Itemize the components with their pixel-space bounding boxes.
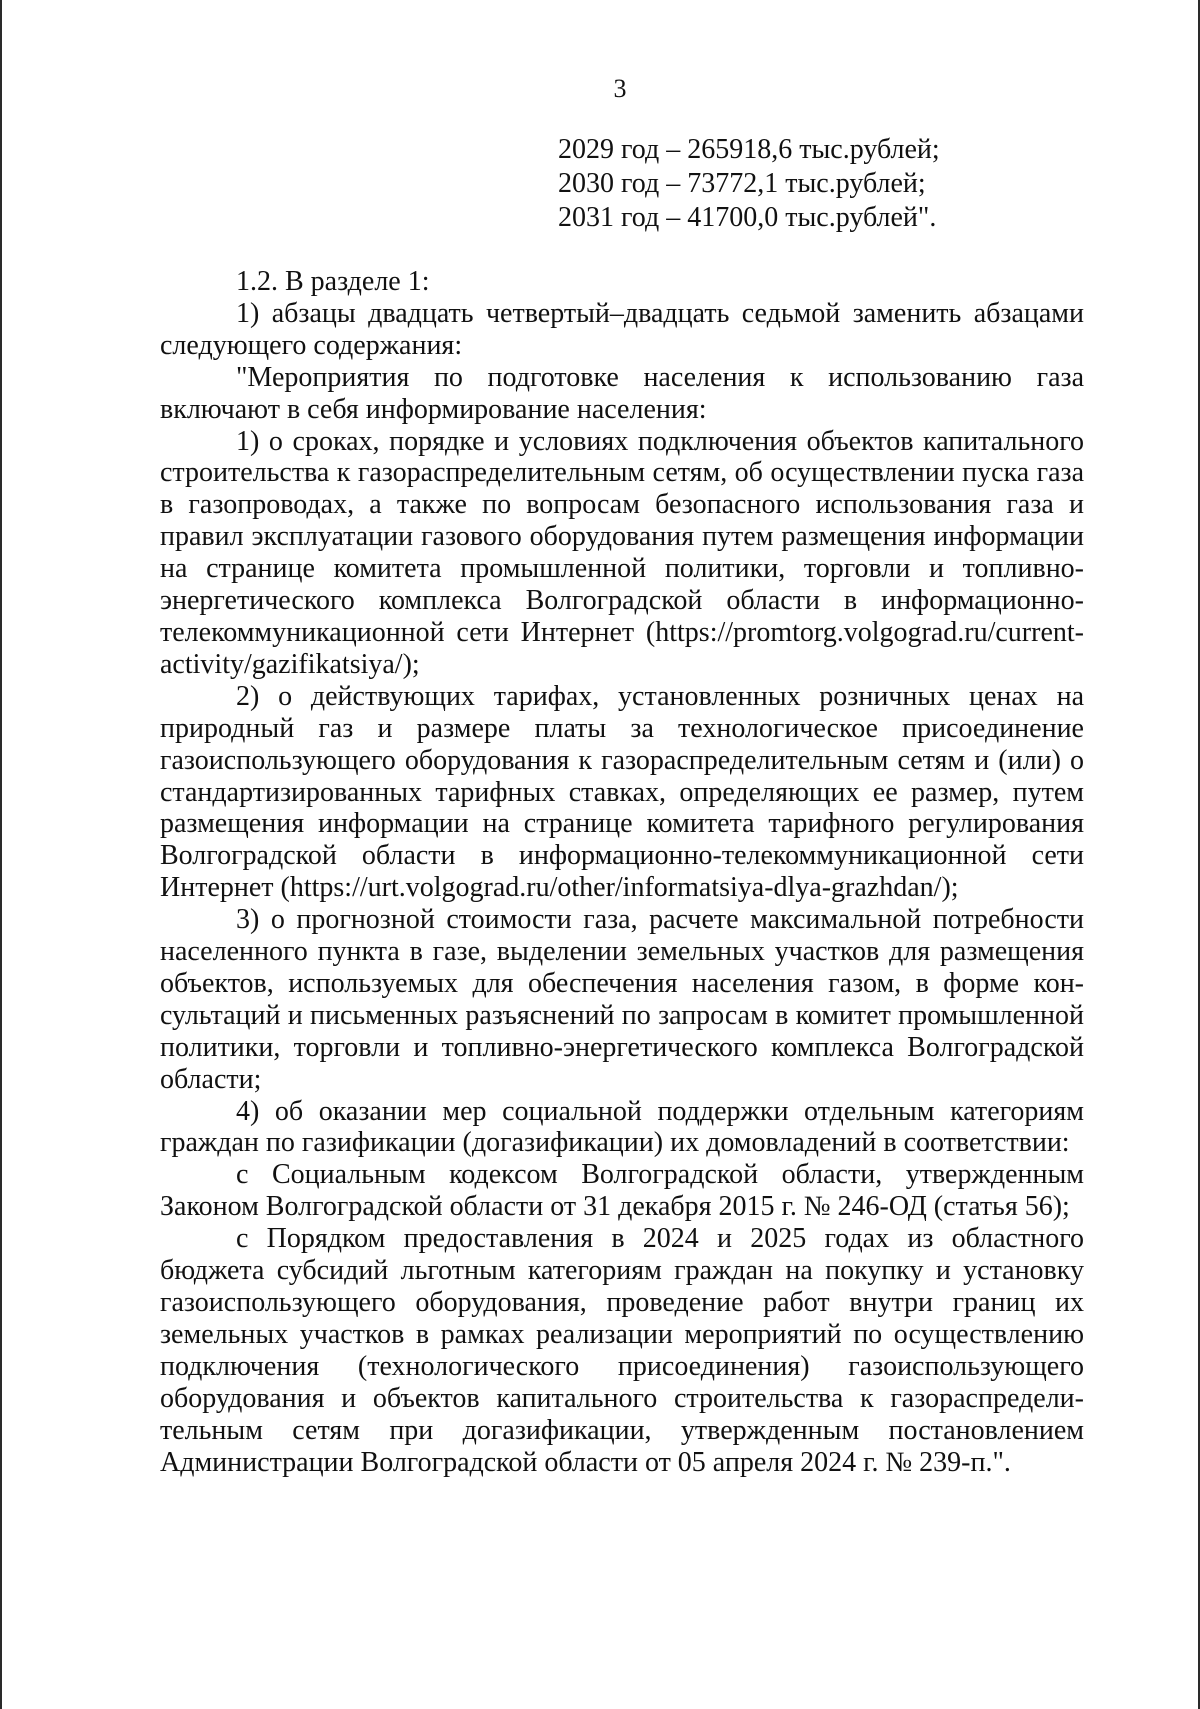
scan-left-edge: [0, 0, 2, 1709]
section-heading: 1.2. В разделе 1:: [236, 266, 430, 297]
budget-list: [558, 133, 940, 235]
budget-line-2031: 2031 год – 41700,0 тыс.рублей".: [558, 202, 937, 233]
document-body: [160, 266, 1084, 1478]
paragraph-social-code: с Социальным кодексом Волгоградской области, утвержденным Законом Волгоградской области от 31 декабря 2015 г. № 246-ОД (статья 56);: [160, 1159, 1084, 1223]
paragraph-item-4: 4) об оказании мер социальной поддержки отдельным категориям граждан по газификации (догазификации) их домовладений в соответствии:: [160, 1095, 1084, 1159]
paragraph-item-2: 2) о действующих тарифах, установленных розничных ценах на природный газ и размере платы за технологическое присоединение газоиспользующего оборудования к газораспределительным сетям и (или) о стандартизированных тарифных ставках, определяющих ее размер, путем размещения информации на странице комитета тарифного регулирования Волгоградской области в информационно-телекоммуникационной сети Интернет (https://urt.volgograd.ru/other/informatsiya-dlya-grazhdan/);: [160, 680, 1084, 904]
budget-line-2030: 2030 год – 73772,1 тыс.рублей;: [558, 168, 926, 199]
paragraph-item-3: 3) о прогнозной стоимости газа, расчете максимальной потребности населенного пункта в газе, выделении земельных участков для размещения объектов, используемых для обеспечения населения газом, в форме консультаций и письменных разъяснений по запросам в комитет промышленной политики, торговли и топливно-энергетического комплекса Волгоградской области;: [160, 904, 1084, 1095]
budget-line-2029: 2029 год – 265918,6 тыс.рублей;: [558, 134, 940, 165]
paragraph-intro: "Мероприятия по подготовке населения к использованию газа включают в себя информирование населения:: [160, 361, 1084, 425]
paragraph-subsidy-order: с Порядком предоставления в 2024 и 2025 годах из областного бюджета субсидий льготным категориям граждан на покупку и установку газоиспользующего оборудования, проведение работ внутри границ их земельных участков в рамках реализации мероприятий по осуществлению подключения (технологического присоединения) газоиспользующего оборудования и объектов капитального строительства к газораспределительным сетям при догазификации, утвержденным постановлением Администрации Волгоградской области от 05 апреля 2024 г. № 239-п.".: [160, 1223, 1084, 1478]
paragraph-item-1: 1) о сроках, порядке и условиях подключения объектов капитального строительства к газораспределительным сетям, об осуществлении пуска газа в газопроводах, а также по вопросам безопасного использования газа и правил эксплуатации газового оборудования путем размещения информации на странице комитета промышленной политики, торговли и топливно-энергетического комплекса Волгоградской области в информационно-телекоммуникационной сети Интернет (https://promtorg.volgograd.ru/current-activity/gazifikatsiya/);: [160, 425, 1084, 680]
page-number: 3: [613, 74, 627, 103]
paragraph-instruction: 1) абзацы двадцать четвертый–двадцать седьмой заменить абзацами следующего содержания:: [160, 297, 1084, 361]
